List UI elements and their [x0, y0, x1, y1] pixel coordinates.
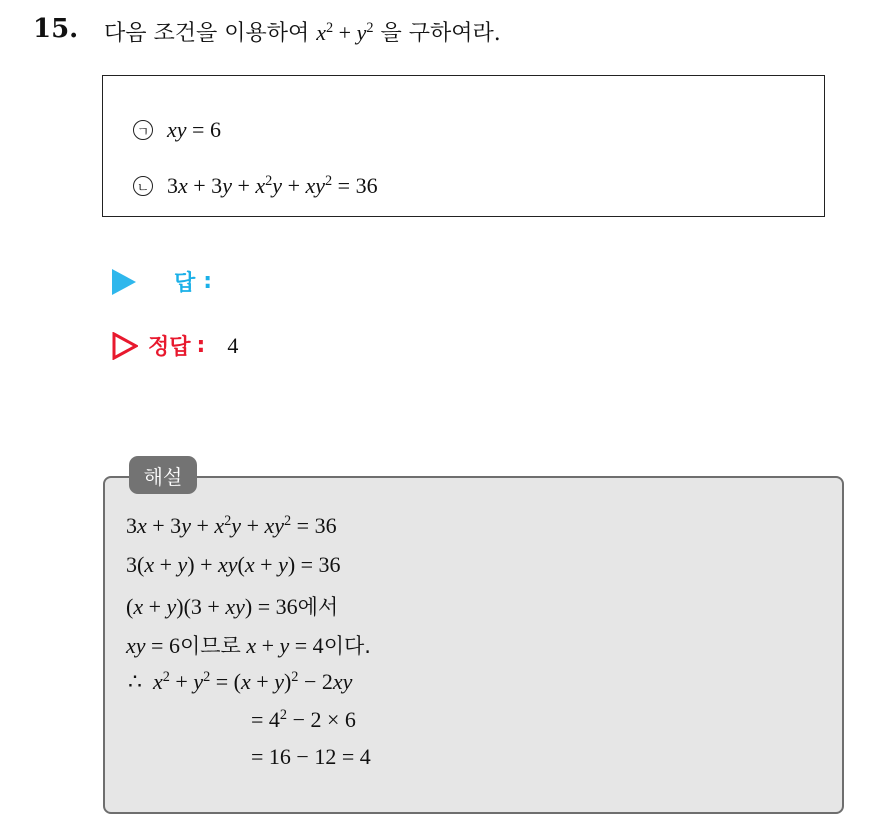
- solution-line-5: ∴ $x^2 + y^2 = (x + y)^2 - 2xy$: [128, 669, 353, 694]
- answer-row: [112, 266, 212, 297]
- connector-imeuro: 이므로: [179, 634, 241, 658]
- condition-1: [133, 117, 221, 143]
- question-number: 15.: [33, 14, 79, 44]
- answer-colon: :: [203, 269, 213, 294]
- correct-answer-colon: :: [196, 333, 206, 358]
- correct-answer-row: [112, 330, 238, 361]
- condition-2-expression: $3x + 3y + x^2y + xy^2 = 36$: [167, 173, 378, 198]
- outline-triangle-icon: [112, 332, 138, 360]
- question-text-prefix: 다음 조건을 이용하여: [104, 21, 317, 46]
- solution-line-6: = $4^2 - 2 \times 6$: [251, 707, 356, 732]
- conditions-box: [102, 75, 825, 217]
- solution-line-7: = 16 − 12 = 4: [251, 744, 371, 769]
- question-text: [104, 16, 501, 47]
- condition-2: [133, 173, 378, 199]
- question-expression: $x^2 + y^2$: [316, 20, 374, 45]
- connector-eseo: 에서: [297, 595, 339, 619]
- correct-answer-value: 4: [227, 332, 239, 358]
- solution-line-2: 3(x + y) + xy(x + y) = 36: [126, 552, 341, 577]
- condition-1-expression: xy = 6: [167, 117, 221, 142]
- answer-label: 답: [174, 271, 196, 296]
- filled-triangle-icon: [112, 269, 136, 295]
- circled-nieun-icon: ㄴ: [133, 176, 153, 196]
- question-text-suffix: 을 구하여라.: [373, 21, 501, 46]
- solution-tag: 해설: [129, 456, 197, 494]
- solution-line-1: $3x + 3y + x^2y + xy^2 = 36$: [126, 513, 337, 538]
- correct-answer-label: 정답: [148, 335, 191, 360]
- solution-line-3: (x + y)(3 + xy) = 36에서: [126, 594, 339, 619]
- connector-ida: 이다.: [323, 634, 371, 658]
- solution-line-4: xy = 6이므로 x + y = 4이다.: [126, 633, 371, 658]
- circled-giyeok-icon: ㄱ: [133, 120, 153, 140]
